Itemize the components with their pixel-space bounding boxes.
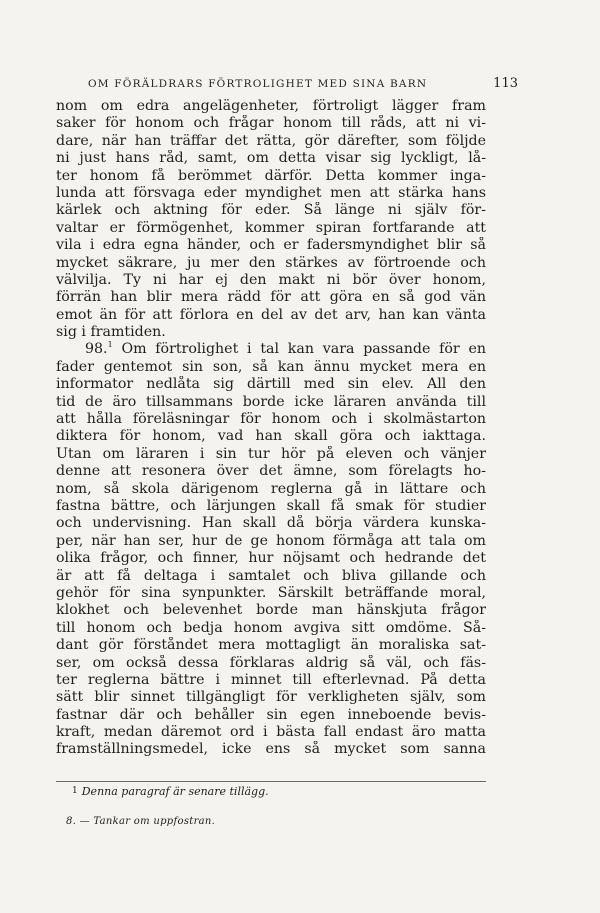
text-line: dare, när han träffar det rätta, gör därefter, som följde [56, 132, 486, 149]
text-line: framställningsmedel, icke ens så mycket som sanna [56, 741, 486, 758]
text-line: tid de äro tillsammans borde icke läraren använda till [56, 393, 486, 410]
text-line: förrän han blir mera rädd för att göra en så god vän [56, 289, 486, 306]
paragraph-98 [56, 359, 486, 759]
paragraph-97-continued [56, 98, 486, 341]
text-line: fastnar där och behåller sin egen inneboende bevis- [56, 706, 486, 723]
running-head-title: OM FÖRÄLDRARS FÖRTROLIGHET MED SINA BARN [88, 78, 428, 90]
section-98-first-line [56, 341, 486, 358]
text-line: emot än för att förlora en del av det arv, han kan vänta [56, 306, 486, 323]
text-line: nom, så skola därigenom reglerna gå in lättare och [56, 480, 486, 497]
footnote-ref: 1 [107, 341, 113, 350]
text-line: informator nedlåta sig därtill med sin elev. All den [56, 376, 486, 393]
text-line: denne att resonera över det ämne, som förelagts ho- [56, 463, 486, 480]
text-line: saker för honom och frågar honom till råds, att ni vi- [56, 115, 486, 132]
text-line: fastna bättre, och lärjungen skall få smak för studier [56, 497, 486, 514]
text-line: ser, om också dessa förklaras aldrig så väl, och fäs- [56, 654, 486, 671]
footnote-text: Denna paragraf är senare tillägg. [81, 785, 269, 798]
footnote [72, 785, 269, 798]
text-line: valtar er förmögenhet, kommer spiran fortfarande att [56, 219, 486, 236]
text-line: lunda att försvaga eder myndighet men att stärka hans [56, 184, 486, 201]
text-line: kärlek och aktning för eder. Så länge ni själv för- [56, 202, 486, 219]
section-number: 98. [85, 341, 108, 358]
text-line: ter honom få berömmet därför. Detta kommer inga- [56, 167, 486, 184]
text-line: diktera för honom, vad han skall göra och iakttaga. [56, 428, 486, 445]
text-line: ter reglerna bättre i minnet till efterlevnad. På detta [56, 671, 486, 688]
text-line: gehör för sina synpunkter. Särskilt beträffande moral, [56, 584, 486, 601]
text-line: mycket säkrare, ju mer den stärkes av förtroende och [56, 254, 486, 271]
text-line: och undervisning. Han skall då börja värdera kunska- [56, 515, 486, 532]
text-line: vila i edra egna händer, och er fadersmyndighet blir så [56, 237, 486, 254]
text-line: fader gentemot sin son, så kan ännu mycket mera en [56, 358, 486, 375]
text-line: sig i framtiden. [56, 324, 166, 341]
text-line: klokhet och belevenhet borde man hänskjuta frågor [56, 602, 486, 619]
text-line: per, när han ser, hur de ge honom förmåga att tala om [56, 532, 486, 549]
printer-signature: 8. — Tankar om uppfostran. [66, 816, 216, 827]
footnote-rule [56, 781, 486, 782]
text-line: ni just hans råd, samt, om detta visar sig lyckligt, lå- [56, 150, 486, 167]
footnote-mark: 1 [72, 786, 78, 796]
text-line: sätt blir sinnet tillgängligt för verkligheten själv, som [56, 689, 486, 706]
page-number: 113 [493, 76, 518, 91]
text-line: är att få deltaga i samtalet och bliva gillande och [56, 567, 486, 584]
text-line: Utan om läraren i sin tur hör på eleven och vänjer [56, 445, 486, 462]
text-line: till honom och bedja honom avgiva sitt omdöme. Så- [56, 619, 486, 636]
text-line: att hålla föreläsningar för honom och i skolmästarton [56, 411, 486, 428]
running-head [88, 76, 518, 91]
text-line: nom om edra angelägenheter, förtroligt lägger fram [56, 98, 486, 114]
text-line: dant gör förståndet mera mottagligt än moraliska sat- [56, 637, 486, 654]
text-line: välvilja. Ty ni har ej den makt ni bör över honom, [56, 271, 486, 288]
body-text [56, 98, 486, 759]
section-first-line-text: Om förtrolighet i tal kan vara passande för en [121, 341, 486, 358]
text-line: kraft, medan däremot ord i bästa fall endast äro matta [56, 724, 486, 741]
text-line: olika frågor, och finner, hur nöjsamt och hedrande det [56, 550, 486, 567]
